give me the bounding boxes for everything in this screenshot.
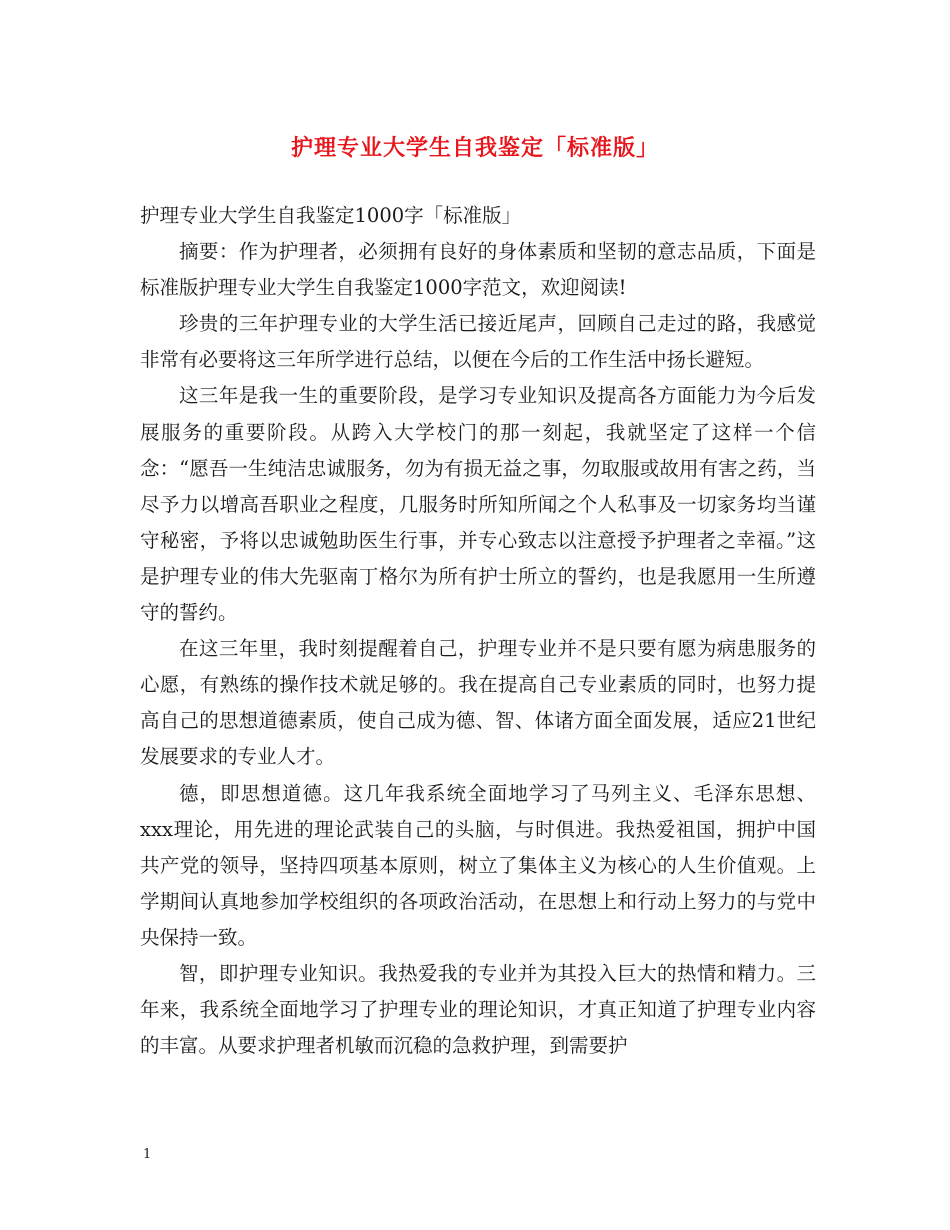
body-paragraph: 在这三年里，我时刻提醒着自己，护理专业并不是只要有愿为病患服务的心愿，有熟练的操作技术就足够的。我在提高自己专业素质的同时，也努力提高自己的思想道德素质，使自己成为德、智、体诸方面全面发展，适应21世纪发展要求的专业人才。 (140, 637, 816, 769)
abstract-paragraph: 摘要：作为护理者，必须拥有良好的身体素质和坚韧的意志品质，下面是标准版护理专业大学生自我鉴定1000字范文，欢迎阅读! (140, 240, 816, 300)
page-number: 1 (143, 1147, 152, 1162)
document-title: 护理专业大学生自我鉴定「标准版」 (290, 135, 659, 161)
subtitle-paragraph: 护理专业大学生自我鉴定1000字「标准版」 (140, 204, 522, 227)
body-paragraph: 这三年是我一生的重要阶段，是学习专业知识及提高各方面能力为今后发展服务的重要阶段。从跨入大学校门的那一刻起，我就坚定了这样一个信念：“愿吾一生纯洁忠诚服务，勿为有损无益之事，勿取服或故用有害之药，当尽予力以增高吾职业之程度，几服务时所知所闻之个人私事及一切家务均当谨守秘密，予将以忠诚勉助医生行事，并专心致志以注意授予护理者之幸福。”这是护理专业的伟大先驱南丁格尔为所有护士所立的誓约，也是我愿用一生所遵守的誓约。 (140, 384, 816, 625)
body-paragraph: 智，即护理专业知识。我热爱我的专业并为其投入巨大的热情和精力。三年来，我系统全面地学习了护理专业的理论知识，才真正知道了护理专业内容的丰富。从要求护理者机敏而沉稳的急救护理，到需要护 (140, 961, 816, 1058)
body-paragraph: 珍贵的三年护理专业的大学生活已接近尾声，回顾自己走过的路，我感觉非常有必要将这三年所学进行总结，以便在今后的工作生活中扬长避短。 (140, 312, 816, 372)
document-body (140, 198, 816, 1064)
body-paragraph: 德，即思想道德。这几年我系统全面地学习了马列主义、毛泽东思想、xxx理论，用先进的理论武装自己的头脑，与时俱进。我热爱祖国，拥护中国共产党的领导，坚持四项基本原则，树立了集体主义为核心的人生价值观。上学期间认真地参加学校组织的各项政治活动，在思想上和行动上努力的与党中央保持一致。 (140, 781, 816, 949)
